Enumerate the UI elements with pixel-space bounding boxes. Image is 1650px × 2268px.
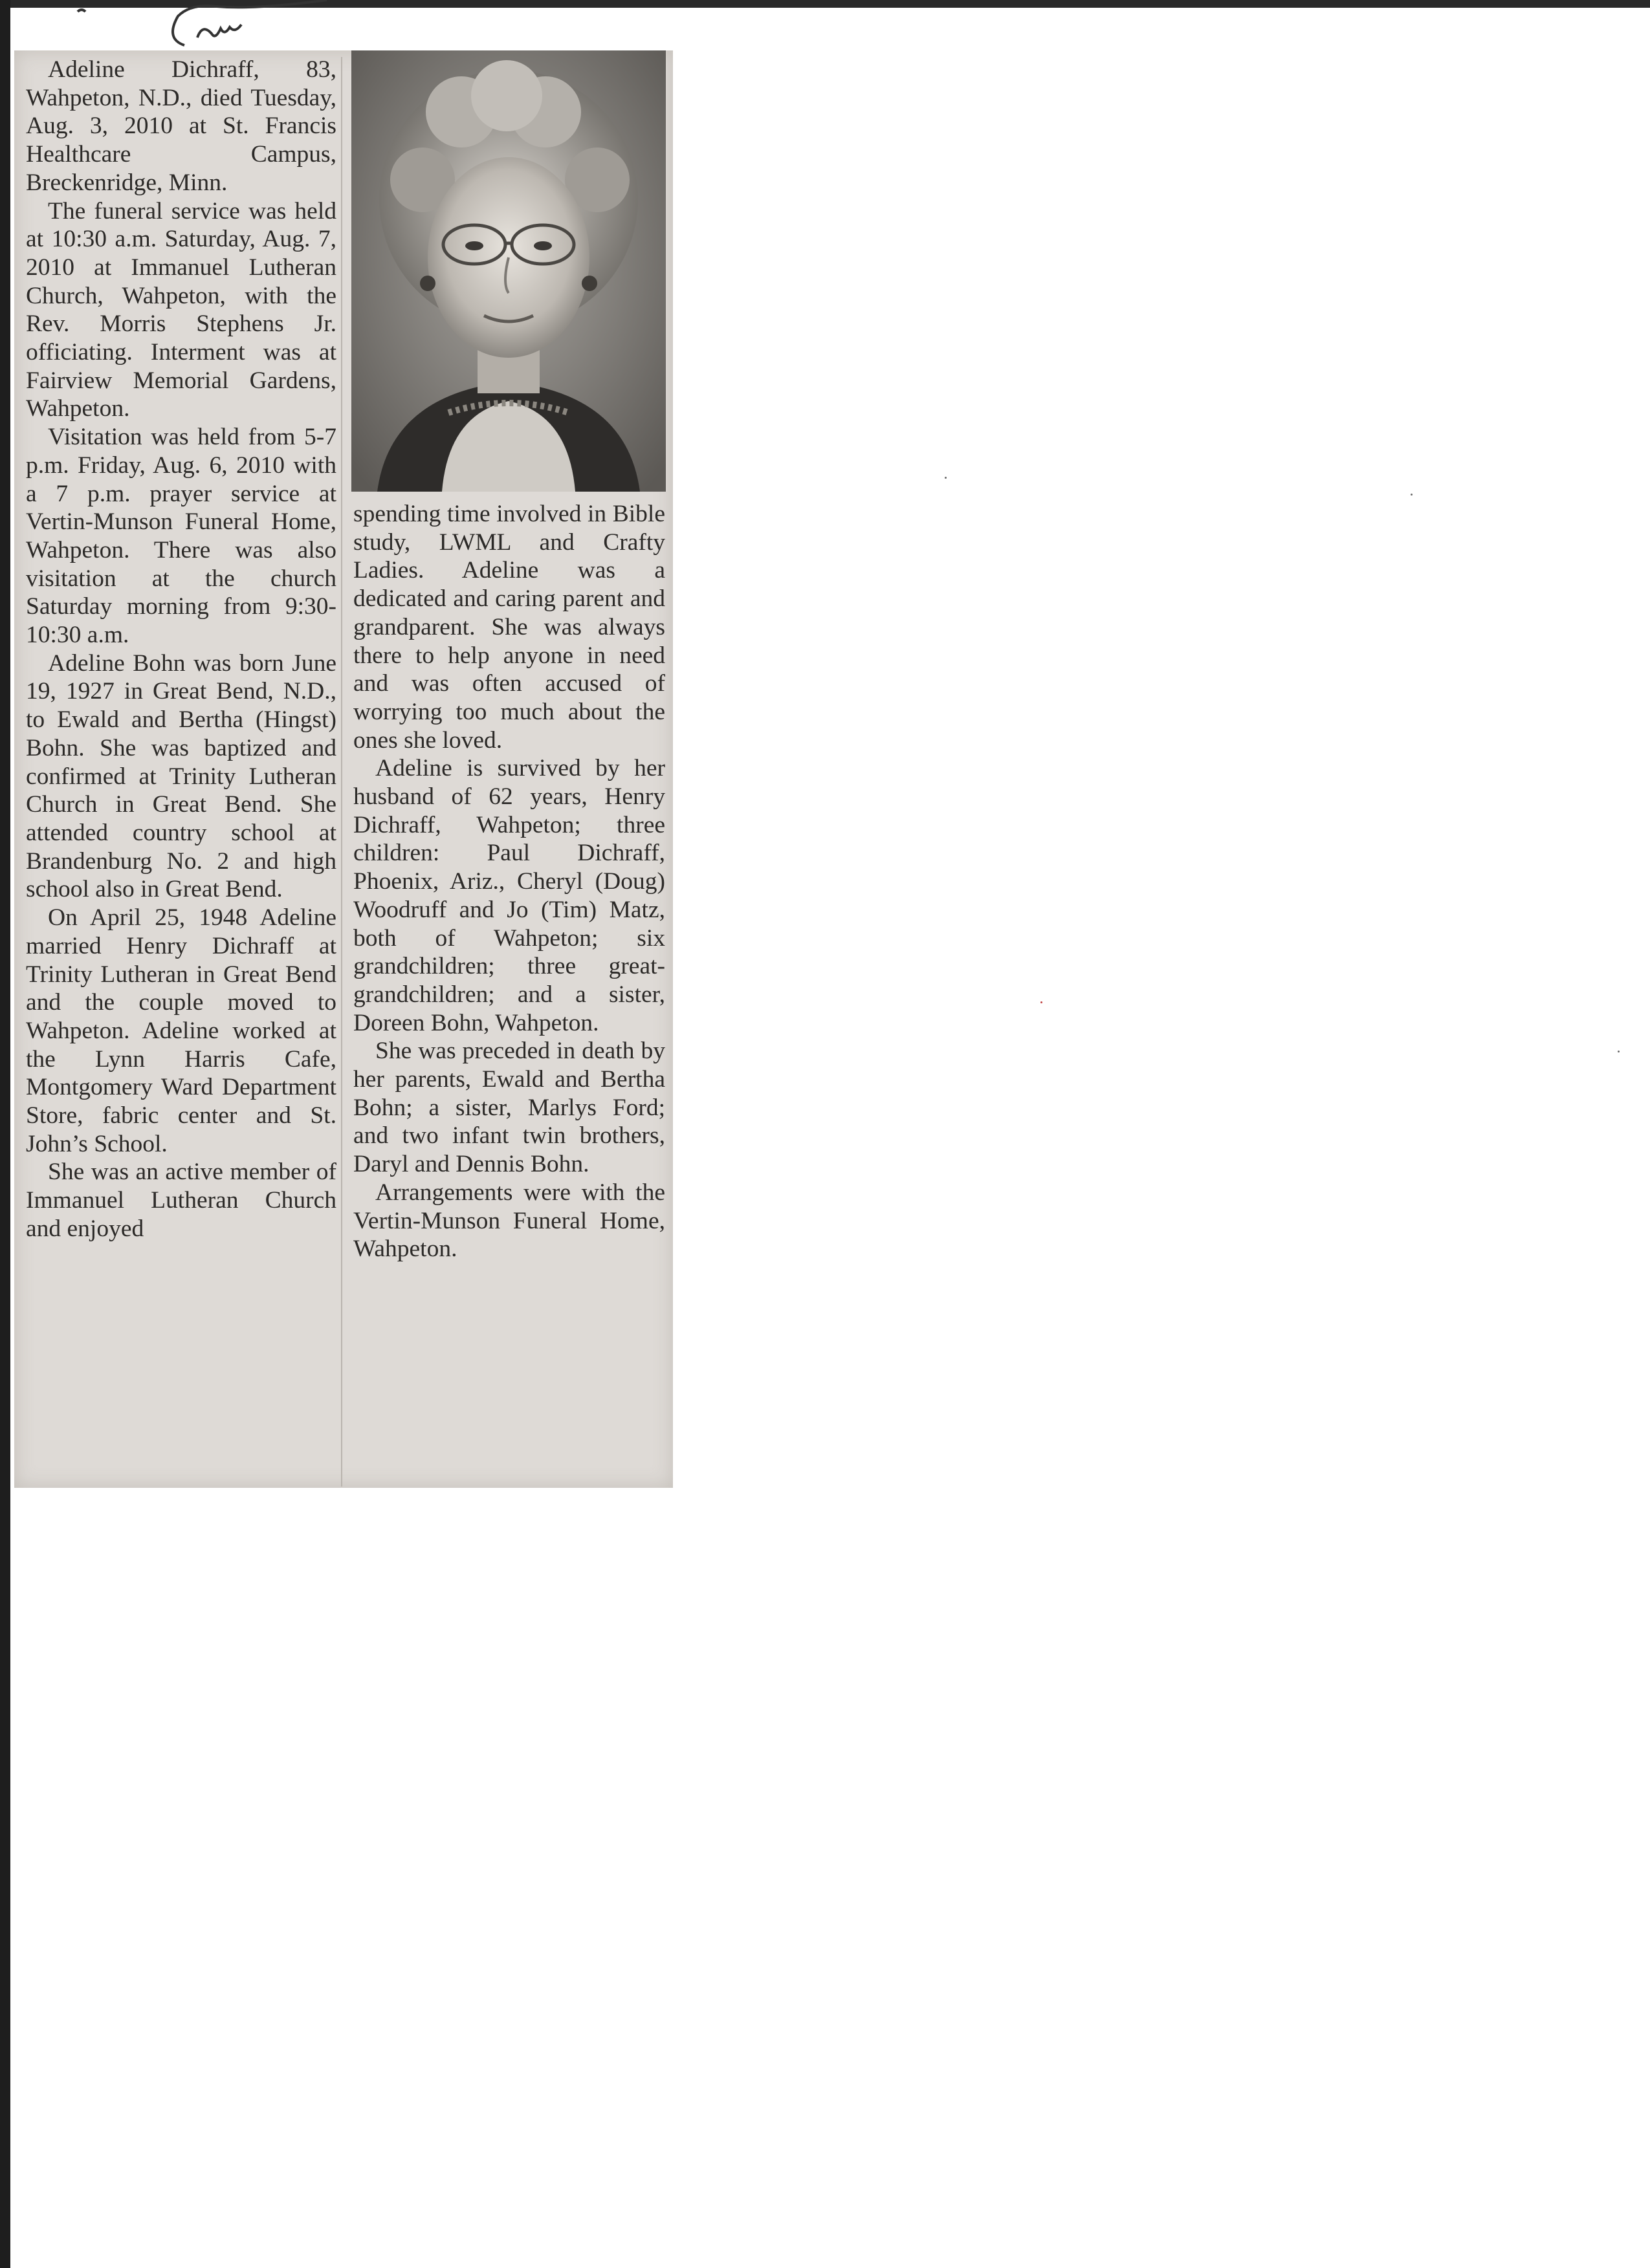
portrait-photo [351, 50, 666, 492]
left-column [26, 56, 336, 1243]
handwritten-mark [65, 0, 336, 52]
obituary-paragraph-3: Visitation was held from 5-7 p.m. Friday, Aug. 6, 2010 with a 7 p.m. prayer service at Vertin-Munson Funeral Home, Wahpeton. There was also visitation at the church Saturday morning from 9:30-10:30 a.m. [26, 424, 336, 649]
scan-speck [1618, 1051, 1620, 1052]
scan-speck [945, 477, 947, 479]
obituary-paragraph-7: spending time involved in Bible study, LWML and Crafty Ladies. Adeline was a dedicated and caring parent and grandparent. She was always there to help anyone in need and was often accused of worrying too much about the ones she loved. [353, 501, 665, 754]
obituary-paragraph-6: She was an active member of Immanuel Lutheran Church and enjoyed [26, 1159, 336, 1242]
obituary-paragraph-4: Adeline Bohn was born June 19, 1927 in Great Bend, N.D., to Ewald and Bertha (Hingst) Bohn. She was baptized and confirmed at Trinity Lutheran Church in Great Bend. She attended country school at Brandenburg No. 2 and high school also in Great Bend. [26, 649, 336, 903]
obituary-paragraph-5: On April 25, 1948 Adeline married Henry Dichraff at Trinity Lutheran in Great Bend and the couple moved to Wahpeton. Adeline worked at the Lynn Harris Cafe, Montgomery Ward Department Store, fabric center and St. John’s School. [26, 904, 336, 1157]
obituary-paragraph-9: She was preceded in death by her parents, Ewald and Bertha Bohn; a sister, Marlys Ford; and two infant twin brothers, Daryl and Dennis Bohn. [353, 1038, 665, 1178]
obituary-paragraph-1: Adeline Dichraff, 83, Wahpeton, N.D., died Tuesday, Aug. 3, 2010 at St. Francis Healthcare Campus, Breckenridge, Minn. [26, 56, 336, 196]
column-divider [341, 57, 342, 1487]
scan-speck [1040, 1001, 1042, 1003]
portrait-image [351, 50, 666, 492]
obituary-paragraph-10: Arrangements were with the Vertin-Munson Funeral Home, Wahpeton. [353, 1179, 665, 1263]
scan-speck [1411, 494, 1413, 496]
scan-edge-left [0, 0, 10, 2268]
obituary-clipping [14, 50, 673, 1488]
obituary-paragraph-8: Adeline is survived by her husband of 62 years, Henry Dichraff, Wahpeton; three children: Paul Dichraff, Phoenix, Ariz., Cheryl (Doug) Woodruff and Jo (Tim) Matz, both of Wahpeton; six grandchildren; three great-grandchildren; and a sister, Doreen Bohn, Wahpeton. [353, 755, 665, 1036]
right-column [353, 500, 665, 1263]
obituary-paragraph-2: The funeral service was held at 10:30 a.m. Saturday, Aug. 7, 2010 at Immanuel Lutheran Church, Wahpeton, with the Rev. Morris Stephens Jr. officiating. Interment was at Fairview Memorial Gardens, Wahpeton. [26, 197, 336, 422]
